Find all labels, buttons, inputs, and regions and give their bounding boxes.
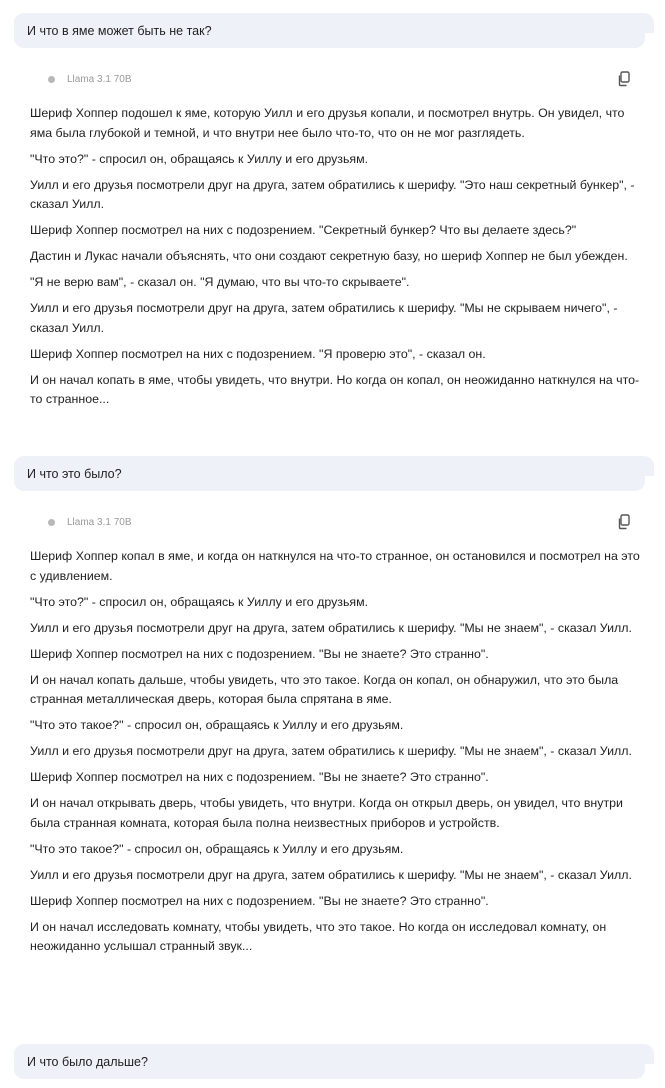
message-paragraph: Уилл и его друзья посмотрели друг на друга, затем обратились к шерифу. "Мы не знаем", - сказал Уилл. [30,744,632,758]
status-dot-icon [48,519,55,526]
message-paragraph: И он начал исследовать комнату, чтобы увидеть, что это такое. Но когда он исследовал комнату, он неожиданно услышал странный звук... [30,919,607,953]
message-paragraph: Шериф Хоппер посмотрел на них с подозрением. "Вы не знаете? Это странно". [30,646,489,661]
message-paragraph: Дастин и Лукас начали объяснять, что они создают секретную базу, но шериф Хоппер не был убежден. [30,249,628,263]
assistant-message-header [30,512,635,532]
message-paragraph: Уилл и его друзья посмотрели друг на друга, затем обратились к шерифу. "Мы не скрываем ничего", - сказал Уилл. [30,301,618,335]
assistant-message-body [30,547,640,957]
copy-icon[interactable] [617,514,631,530]
message-paragraph: Шериф Хоппер посмотрел на них с подозрением. "Секретный бункер? Что вы делаете здесь?" [30,223,577,237]
user-message-text: И что было дальше? [27,1054,148,1069]
message-paragraph: Шериф Хоппер посмотрел на них с подозрением. "Я проверю это", - сказал он. [30,346,486,361]
message-paragraph: Шериф Хоппер посмотрел на них с подозрением. "Вы не знаете? Это странно". [30,893,489,908]
message-paragraph: "Я не верю вам", - сказал он. "Я думаю, что вы что-то скрываете". [30,275,410,289]
assistant-message [14,512,651,963]
message-paragraph: И он начал копать дальше, чтобы увидеть, что это такое. Когда он копал, он обнаружил, что это была странная металлическая дверь, которая была спрятана в яме. [30,672,619,706]
bubble-tail [634,456,654,476]
user-message-text: И что это было? [27,466,122,481]
message-paragraph: "Что это?" - спросил он, обращаясь к Уиллу и его друзьям. [30,594,369,609]
bubble-tail [634,13,654,33]
user-message [14,13,645,48]
message-paragraph: Уилл и его друзья посмотрели друг на друга, затем обратились к шерифу. "Это наш секретный бункер", - сказал Уилл. [30,177,635,211]
copy-icon[interactable] [617,71,631,87]
user-message [14,1044,645,1079]
model-name: Llama 3.1 70B [67,73,132,85]
user-message [14,456,645,491]
message-paragraph: Шериф Хоппер копал в яме, и когда он наткнулся на что-то странное, он остановился и посмотрел на это с удивлением. [30,549,640,583]
message-paragraph: Шериф Хоппер подошел к яме, которую Уилл и его друзья копали, и посмотрел внутрь. Он увидел, что яма была глубокой и темной, и что внутри нее было что-то, что он не мог разглядеть. [30,106,625,140]
message-paragraph: "Что это?" - спросил он, обращаясь к Уиллу и его друзьям. [30,151,369,166]
message-paragraph: И он начал копать в яме, чтобы увидеть, что внутри. Но когда он копал, он неожиданно наткнулся на что-то странное... [30,372,640,406]
bubble-tail [634,1044,654,1064]
message-paragraph: "Что это такое?" - спросил он, обращаясь к Уиллу и его друзьям. [30,841,404,856]
message-paragraph: "Что это такое?" - спросил он, обращаясь к Уиллу и его друзьям. [30,718,404,732]
assistant-message-header [30,69,635,89]
message-paragraph: Уилл и его друзья посмотрели друг на друга, затем обратились к шерифу. "Мы не знаем", - сказал Уилл. [30,620,632,635]
message-paragraph: Уилл и его друзья посмотрели друг на друга, затем обратились к шерифу. "Мы не знаем", - сказал Уилл. [30,867,632,882]
message-paragraph: И он начал открывать дверь, чтобы увидеть, что внутри. Когда он открыл дверь, он увидел, что внутри была странная комната, которая была полна неизвестных приборов и устройств. [30,796,623,830]
message-paragraph: Шериф Хоппер посмотрел на них с подозрением. "Вы не знаете? Это странно". [30,770,489,784]
assistant-message [14,69,651,416]
user-message-text: И что в яме может быть не так? [27,23,212,38]
assistant-message-body [30,104,640,410]
status-dot-icon [48,76,55,83]
model-name: Llama 3.1 70B [67,516,132,528]
